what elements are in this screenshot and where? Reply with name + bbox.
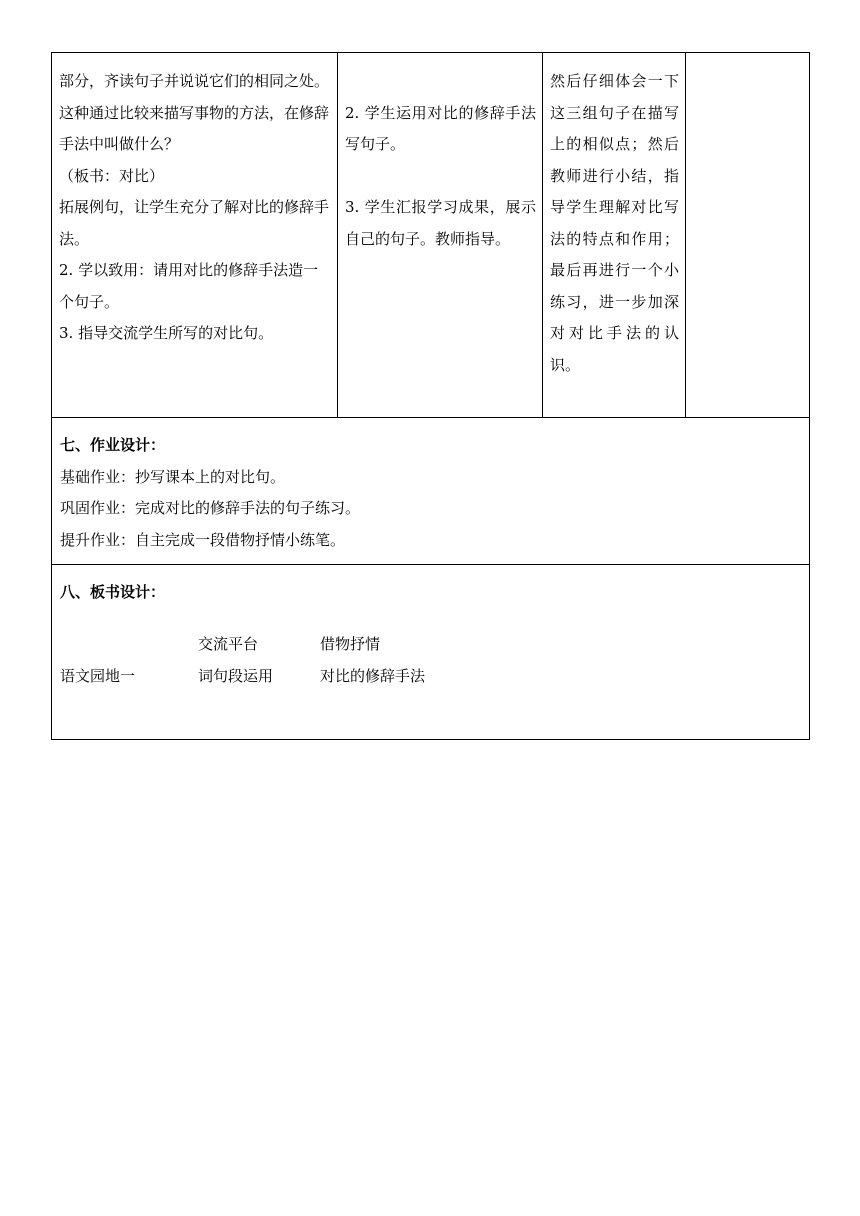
board-design-row <box>52 565 810 740</box>
teacher-activity-text: 部分，齐读句子并说说它们的相同之处。 这种通过比较来描写事物的方法，在修辞手法中叫做什么？ （板书：对比） 拓展例句，让学生充分了解对比的修辞手法。 2. 学以致用：请用对比的修辞手法造一个句子。 3. 指导交流学生所写的对比句。 <box>59 72 330 342</box>
board-item-expression: 借物抒情 <box>320 634 381 653</box>
notes-cell <box>686 53 810 418</box>
board-item-contrast: 对比的修辞手法 <box>320 666 426 685</box>
board-layout <box>60 609 801 719</box>
design-intent-text: 然后仔细体会一下这三组句子在描写上的相似点；然后教师进行小结，指导学生理解对比写法的特点和作用；最后再进行一个小练习，进一步加深对对比手法的认识。 <box>550 72 679 374</box>
homework-cell <box>52 418 810 565</box>
design-intent-cell <box>543 53 686 418</box>
board-item-sentence-use: 词句段运用 <box>198 666 274 685</box>
homework-advanced: 提升作业：自主完成一段借物抒情小练笔。 <box>60 530 346 549</box>
student-activity-text: 2. 学生运用对比的修辞手法写句子。 3. 学生汇报学习成果，展示自己的句子。教师指导。 <box>345 103 536 248</box>
board-item-exchange: 交流平台 <box>198 634 259 653</box>
teacher-activity-cell <box>52 53 338 418</box>
board-root: 语文园地一 <box>60 666 136 685</box>
teaching-process-row <box>52 53 810 418</box>
lesson-plan-table <box>51 52 810 740</box>
board-design-cell <box>52 565 810 740</box>
homework-title: 七、作业设计： <box>60 436 166 454</box>
student-activity-cell <box>338 53 543 418</box>
homework-row <box>52 418 810 565</box>
homework-consolidate: 巩固作业：完成对比的修辞手法的句子练习。 <box>60 499 361 517</box>
homework-basic: 基础作业：抄写课本上的对比句。 <box>60 467 286 486</box>
board-design-title: 八、板书设计： <box>60 583 166 601</box>
notes-text <box>686 53 809 72</box>
